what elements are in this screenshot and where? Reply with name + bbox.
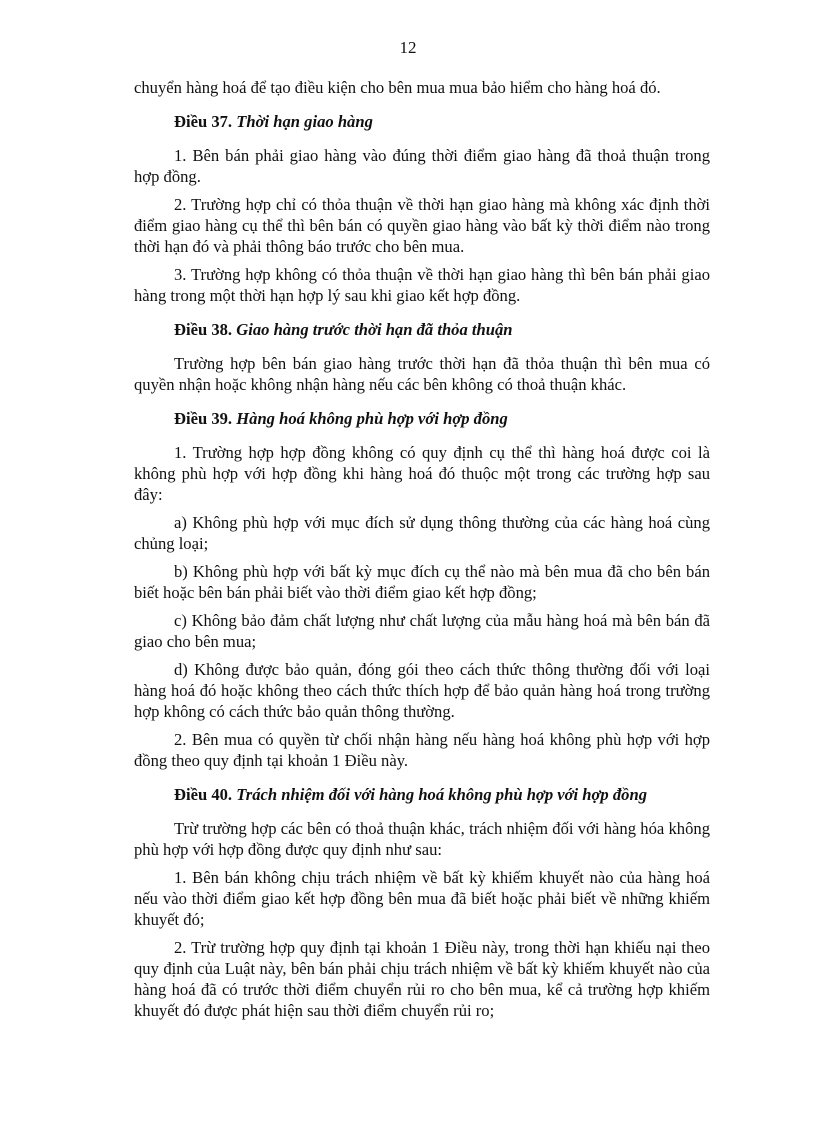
article-40-intro: Trừ trường hợp các bên có thoả thuận khác, trách nhiệm đối với hàng hóa không phù hợp với hợp đồng được quy định như sau: [134,819,710,859]
article-37-title: Thời hạn giao hàng [236,112,373,131]
page-number: 12 [399,38,417,57]
article-40-clause-2: 2. Trừ trường hợp quy định tại khoản 1 Điều này, trong thời hạn khiếu nại theo quy định của Luật này, bên bán phải chịu trách nhiệm về bất kỳ khiếm khuyết nào của hàng hoá đã có trước thời điểm chuyển rủi ro cho bên mua, kể cả trường hợp khiếm khuyết đó được phát hiện sau thời điểm chuyển rủi ro; [134,938,710,1020]
article-39-clause-2: 2. Bên mua có quyền từ chối nhận hàng nếu hàng hoá không phù hợp với hợp đồng theo quy định tại khoản 1 Điều này. [134,730,710,770]
article-39-clause-1: 1. Trường hợp hợp đồng không có quy định cụ thể thì hàng hoá được coi là không phù hợp với hợp đồng khi hàng hoá đó thuộc một trong các trường hợp sau đây: [134,443,710,504]
article-40-clause-1: 1. Bên bán không chịu trách nhiệm về bất kỳ khiếm khuyết nào của hàng hoá nếu vào thời điểm giao kết hợp đồng bên mua đã biết hoặc phải biết về những khiếm khuyết đó; [134,868,710,929]
article-39-point-c: c) Không bảo đảm chất lượng như chất lượng của mẫu hàng hoá mà bên bán đã giao cho bên mua; [134,611,710,651]
article-38-clause-1: Trường hợp bên bán giao hàng trước thời hạn đã thỏa thuận thì bên mua có quyền nhận hoặc không nhận hàng nếu các bên không có thoả thuận khác. [134,354,710,394]
article-38-title: Giao hàng trước thời hạn đã thỏa thuận [236,320,513,339]
article-40-title: Trách nhiệm đối với hàng hoá không phù hợp với hợp đồng [236,785,647,804]
article-37-clause-3: 3. Trường hợp không có thỏa thuận về thời hạn giao hàng thì bên bán phải giao hàng trong một thời hạn hợp lý sau khi giao kết hợp đồng. [134,265,710,305]
article-37-number: Điều 37. [174,112,233,131]
article-39-heading [134,408,710,429]
article-39-point-b: b) Không phù hợp với bất kỳ mục đích cụ thể nào mà bên mua đã cho bên bán biết hoặc bên bán phải biết vào thời điểm giao kết hợp đồng; [134,562,710,602]
article-39-point-a: a) Không phù hợp với mục đích sử dụng thông thường của các hàng hoá cùng chủng loại; [134,513,710,553]
article-39-point-d: d) Không được bảo quản, đóng gói theo cách thức thông thường đối với loại hàng hoá đó hoặc không theo cách thức thích hợp để bảo quản hàng hoá trong trường hợp không có cách thức bảo quản thông thường. [134,660,710,721]
article-37-clause-2: 2. Trường hợp chỉ có thỏa thuận về thời hạn giao hàng mà không xác định thời điểm giao hàng cụ thể thì bên bán có quyền giao hàng vào bất kỳ thời điểm nào trong thời hạn đó và phải thông báo trước cho bên mua. [134,195,710,256]
article-38-heading [134,319,710,340]
document-body [134,77,710,1028]
paragraph-continuation: chuyển hàng hoá để tạo điều kiện cho bên mua mua bảo hiểm cho hàng hoá đó. [134,78,661,97]
article-37-clause-1: 1. Bên bán phải giao hàng vào đúng thời điểm giao hàng đã thoả thuận trong hợp đồng. [134,146,710,186]
article-39-title: Hàng hoá không phù hợp với hợp đồng [236,409,508,428]
article-38-number: Điều 38. [174,320,233,339]
article-40-number: Điều 40. [174,785,233,804]
article-39-number: Điều 39. [174,409,233,428]
article-37-heading [134,111,710,132]
article-40-heading [134,784,710,805]
